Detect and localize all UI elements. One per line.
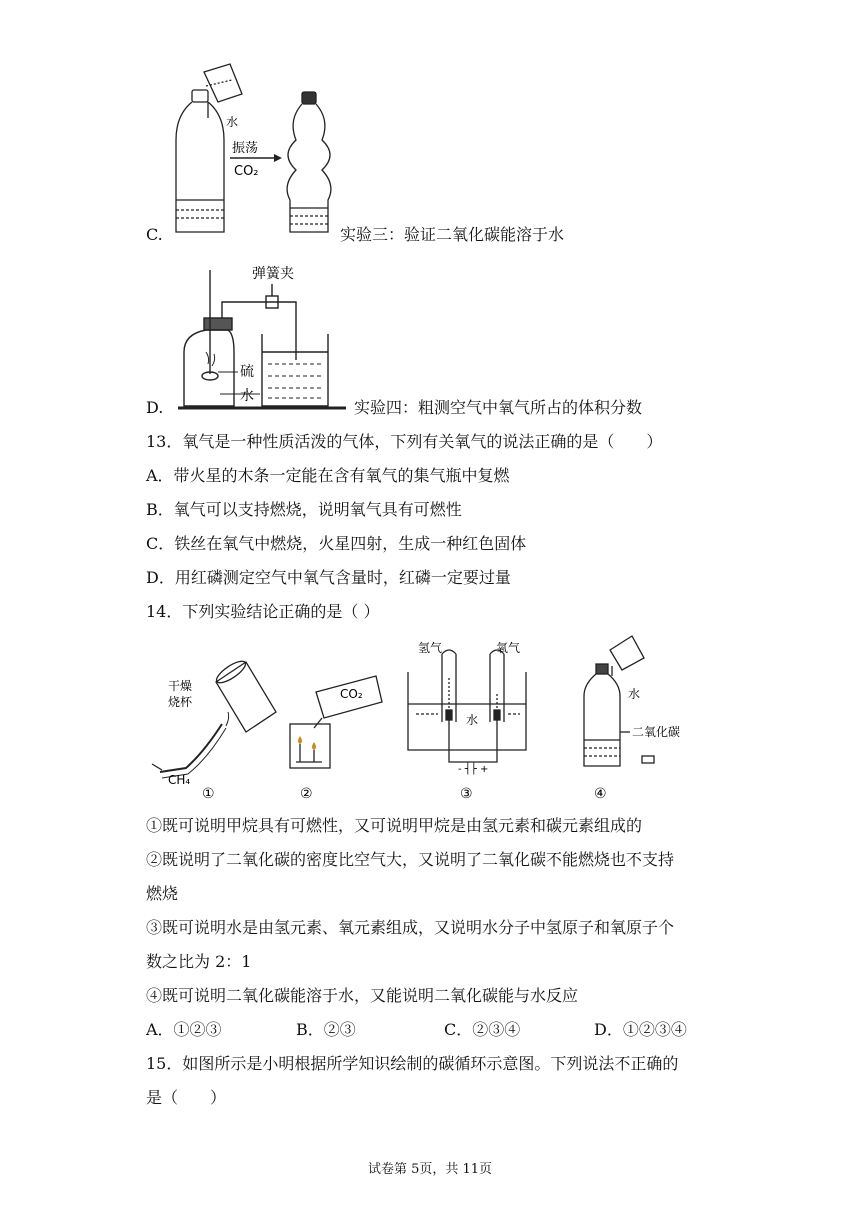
co2-label: CO₂ bbox=[234, 164, 259, 179]
figure-2-number: ② bbox=[300, 786, 313, 802]
sulfur-label: 硫 bbox=[240, 364, 254, 380]
option-d-caption: 实验四：粗测空气中氧气所占的体积分数 bbox=[354, 398, 643, 417]
q14-statement-3-cont: 数之比为 2：1 bbox=[146, 952, 252, 971]
q14-statement-2: ②既说明了二氧化碳的密度比空气大，又说明了二氧化碳不能燃烧也不支持 bbox=[146, 850, 675, 869]
oxygen-label: 氧气 bbox=[496, 641, 521, 655]
q15-stem-line2: 是（ ） bbox=[146, 1088, 227, 1107]
glass-tube bbox=[222, 302, 296, 360]
stopper bbox=[204, 318, 232, 330]
water-label-3: 水 bbox=[466, 713, 479, 727]
page-footer: 试卷第 5页，共 11页 bbox=[367, 1162, 493, 1177]
option-d-figure bbox=[170, 260, 350, 412]
q13-option-c: C．铁丝在氧气中燃烧，火星四射，生成一种红色固体 bbox=[146, 534, 527, 553]
carbon-dioxide-label: 二氧化碳 bbox=[632, 725, 681, 739]
q14-statement-3: ③既可说明水是由氢元素、氧元素组成，又说明水分子中氢原子和氧原子个 bbox=[146, 918, 675, 937]
figure-3 bbox=[408, 650, 526, 762]
q14-figure bbox=[146, 632, 706, 802]
bottle-before bbox=[176, 90, 224, 232]
q14-stem: 14．下列实验结论正确的是（ ） bbox=[146, 602, 380, 621]
dry-label-2: 烧杯 bbox=[168, 695, 193, 709]
co2-label-2: CO₂ bbox=[340, 687, 363, 701]
option-d-letter: D. bbox=[146, 398, 164, 417]
q14-choice-d: D．①②③④ bbox=[594, 1020, 687, 1039]
option-c-caption: 实验三：验证二氧化碳能溶于水 bbox=[340, 225, 565, 244]
q14-choice-a: A．①②③ bbox=[146, 1020, 222, 1039]
figure-4-number: ④ bbox=[594, 786, 607, 802]
q14-statement-1: ①既可说明甲烷具有可燃性，又可说明甲烷是由氢元素和碳元素组成的 bbox=[146, 816, 643, 835]
water-label-d: 水 bbox=[240, 388, 254, 404]
q15-stem-line1: 15．如图所示是小明根据所学知识绘制的碳循环示意图。下列说法不正确的 bbox=[146, 1054, 679, 1073]
gas-jar bbox=[184, 330, 234, 406]
q14-choice-c: C．②③④ bbox=[444, 1020, 521, 1039]
water-label: 水 bbox=[226, 115, 239, 129]
water-label-4: 水 bbox=[628, 687, 641, 701]
q13-option-b: B．氧气可以支持燃烧，说明氧气具有可燃性 bbox=[146, 500, 462, 519]
q13-stem: 13．氧气是一种性质活泼的气体，下列有关氧气的说法正确的是（ ） bbox=[146, 432, 663, 451]
q14-choice-b: B．②③ bbox=[296, 1020, 356, 1039]
q13-option-d: D．用红磷测定空气中氧气含量时，红磷一定要过量 bbox=[146, 568, 511, 587]
q14-statement-2-cont: 燃烧 bbox=[146, 884, 179, 903]
clamp-label: 弹簧夹 bbox=[252, 266, 294, 282]
bottle-after bbox=[287, 92, 331, 232]
q14-statement-4: ④既可说明二氧化碳能溶于水，又能说明二氧化碳能与水反应 bbox=[146, 986, 579, 1005]
figure-3-number: ③ bbox=[460, 786, 473, 802]
ch4-label: CH₄ bbox=[168, 773, 191, 787]
option-c-letter: C. bbox=[146, 225, 163, 244]
figure-4 bbox=[584, 636, 654, 766]
shake-label: 振荡 bbox=[232, 141, 259, 156]
figure-1 bbox=[160, 658, 276, 778]
q13-option-a: A．带火星的木条一定能在含有氧气的集气瓶中复燃 bbox=[146, 466, 510, 485]
battery-symbol: - ┤├ + bbox=[458, 764, 489, 775]
dry-label-1: 干燥 bbox=[168, 679, 193, 693]
option-c-figure bbox=[170, 60, 345, 240]
figure-1-number: ① bbox=[202, 786, 215, 802]
figure-2 bbox=[290, 676, 382, 768]
pouring-beaker bbox=[204, 64, 242, 118]
hydrogen-label: 氢气 bbox=[418, 641, 443, 655]
beaker bbox=[262, 334, 328, 406]
